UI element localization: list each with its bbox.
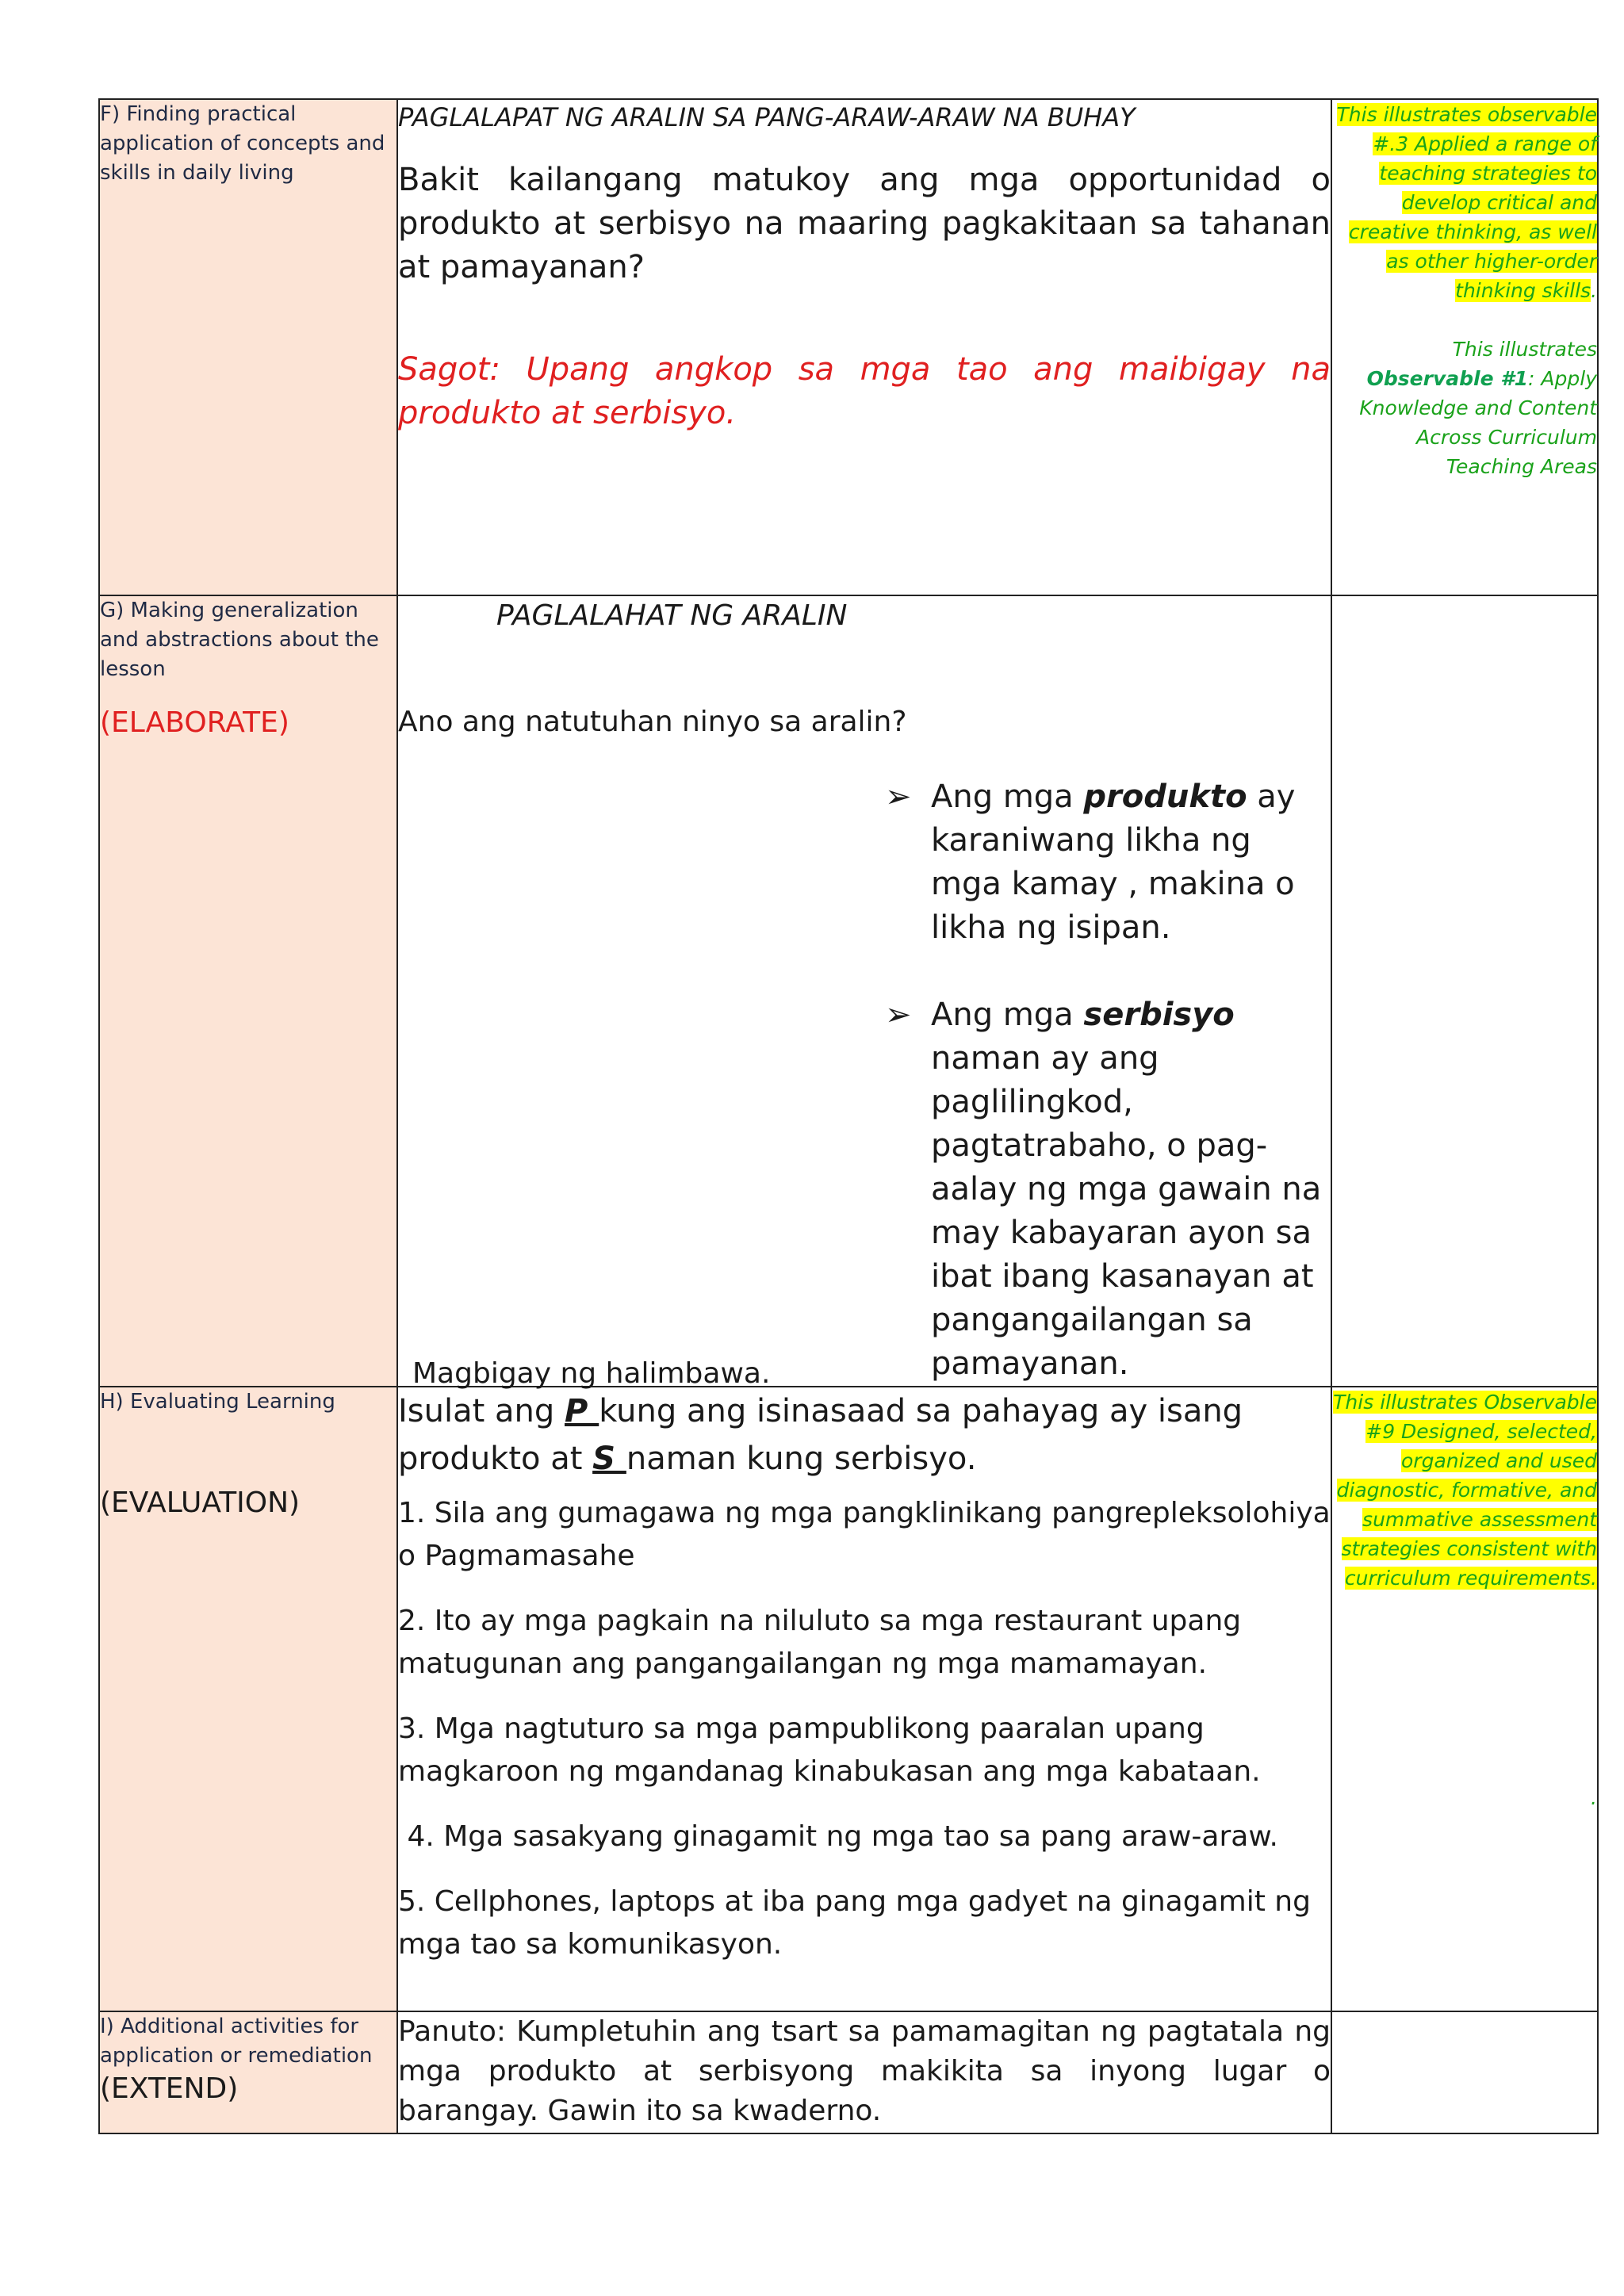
content-cell [397, 99, 1331, 595]
arrow-bullet-icon: ➢ [885, 779, 912, 815]
phase-label: (ELABORATE) [100, 706, 289, 739]
observable-note: This illustrates observable #.3 Applied a range of teaching strategies to develop critical and creative thinking, as well as other higher-order thinking skills. [1336, 103, 1597, 302]
row-label: F) Finding practical application of concepts and skills in daily living [100, 102, 385, 185]
observable-note-2: This illustrates Observable #1: Apply Knowledge and Content Across Curriculum Teaching Areas [1359, 338, 1597, 478]
row-label: G) Making generalization and abstractions about the lesson [100, 599, 379, 681]
section-heading: PAGLALAHAT NG ARALIN [496, 599, 848, 632]
answer-text: Sagot: Upang angkop sa mga tao ang maibigay na produkto at serbisyo. [398, 351, 1331, 431]
section-heading: PAGLALAPAT NG ARALIN SA PANG-ARAW-ARAW NA BUHAY [398, 102, 1136, 132]
row-label-cell [99, 1387, 397, 2011]
row-application [99, 99, 1598, 595]
evaluation-item: 1. Sila ang gumagawa ng mga pangklinikang pangrepleksolohiya o Pagmamasahe [398, 1497, 1331, 1572]
content-cell [397, 2011, 1331, 2133]
evaluation-item: 5. Cellphones, laptops at iba pang mga gadyet na ginagamit ng mga tao sa komunikasyon. [398, 1885, 1311, 1961]
arrow-bullet-icon: ➢ [885, 997, 912, 1033]
row-generalization [99, 595, 1598, 1387]
row-label-cell [99, 2011, 397, 2133]
observable-note-cell [1331, 99, 1598, 595]
list-item: ➢ Ang mga produkto ay karaniwang likha ng mga kamay , makina o likha ng isipan. [885, 775, 1331, 950]
phase-label: (EVALUATION) [100, 1487, 301, 1519]
row-label: I) Additional activities for application or remediation [100, 2015, 373, 2068]
observable-note-cell [1331, 1387, 1598, 2011]
observable-note: This illustrates Observable #9 Designed, selected, organized and used diagnostic, formative, and summative assessment strategies consistent with curriculum requirements. [1333, 1391, 1597, 1590]
content-cell [397, 595, 1331, 1390]
guide-question: Ano ang natutuhan ninyo sa aralin? [398, 706, 907, 738]
row-additional-activities [99, 2011, 1598, 2133]
evaluation-item: 2. Ito ay mga pagkain na niluluto sa mga restaurant upang matugunan ang pangangailangan ng mga mamamayan. [398, 1605, 1242, 1680]
answer-blank-s: S [592, 1441, 626, 1477]
lesson-plan-table [98, 98, 1599, 2134]
phase-label: (EXTEND) [100, 2072, 239, 2105]
evaluation-instruction: Isulat ang P kung ang isinasaad sa pahayag ay isang produkto at S naman kung serbisyo. [398, 1393, 1243, 1477]
closing-prompt: Magbigay ng halimbawa. [412, 1357, 771, 1390]
guide-question: Bakit kailangang matukoy ang mga opportunidad o produkto at serbisyo na maaring pagkakitaan sa tahanan at pamayanan? [398, 162, 1331, 285]
evaluation-item: 4. Mga sasakyang ginagamit ng mga tao sa pang araw-araw. [398, 1820, 1278, 1853]
row-evaluation [99, 1387, 1598, 2011]
summary-list [398, 775, 1331, 1386]
observable-note-cell [1331, 595, 1598, 1387]
stray-dot: . [1591, 1786, 1597, 1809]
row-label-cell [99, 595, 397, 1387]
list-item: ➢ Ang mga serbisyo naman ay ang paglilingkod, pagtatrabaho, o pag-aalay ng mga gawain na may kabayaran ayon sa ibat ibang kasanayan at pangangailangan sa pamayanan. [885, 993, 1331, 1386]
row-label: H) Evaluating Learning [100, 1390, 335, 1414]
content-cell [397, 1387, 1331, 2011]
evaluation-item: 3. Mga nagtuturo sa mga pampublikong paaralan upang magkaroon ng mgandanag kinabukasan ang mga kabataan. [398, 1712, 1261, 1788]
observable-note-cell [1331, 2011, 1598, 2133]
row-label-cell [99, 99, 397, 595]
answer-blank-p: P [564, 1393, 599, 1429]
activity-instruction: Panuto: Kumpletuhin ang tsart sa pamamagitan ng pagtatala ng mga produkto at serbisyong makikita sa inyong lugar o barangay. Gawin ito sa kwaderno. [398, 2015, 1331, 2127]
